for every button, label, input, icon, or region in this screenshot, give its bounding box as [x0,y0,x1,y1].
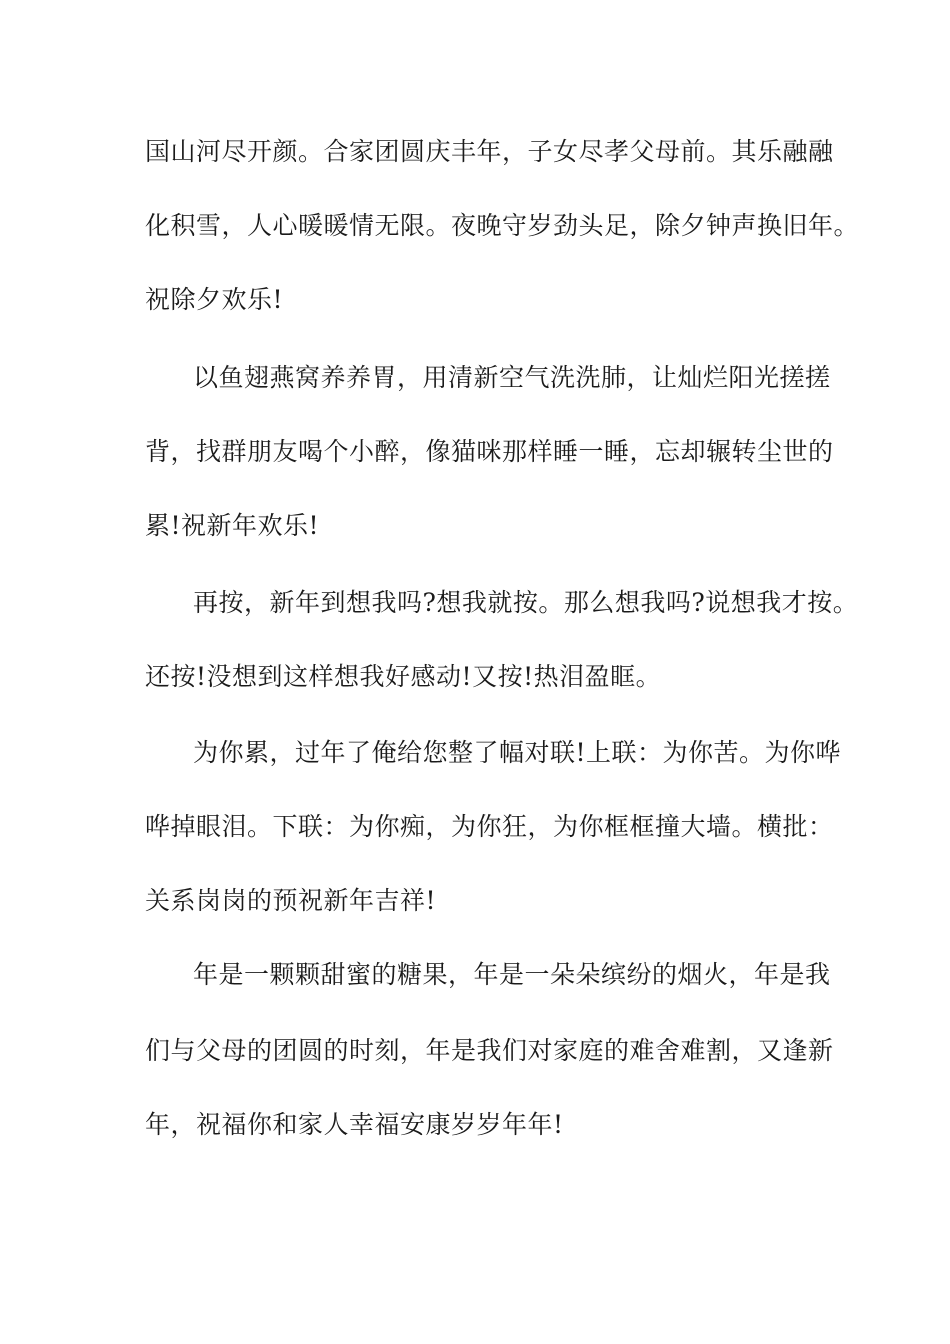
text-line: 关系岗岗的预祝新年吉祥! [145,886,437,915]
text-line: 国山河尽开颜。合家团圆庆丰年，子女尽孝父母前。其乐融融 [145,137,834,166]
text-line: 还按!没想到这样想我好感动!又按!热泪盈眶。 [145,662,662,691]
text-line: 年，祝福你和家人幸福安康岁岁年年! [145,1110,564,1139]
paragraph-first-line: 再按，新年到想我吗?想我就按。那么想我吗?说想我才按。 [193,588,859,617]
paragraph-first-line: 以鱼翅燕窝养养胃，用清新空气洗洗肺，让灿烂阳光搓搓 [193,363,831,392]
text-line: 累!祝新年欢乐! [145,511,320,540]
text-line: 哗掉眼泪。下联：为你痴，为你狂，为你框框撞大墙。横批： [145,812,834,841]
text-line: 化积雪，人心暖暖情无限。夜晚守岁劲头足，除夕钟声换旧年。 [145,211,860,240]
text-line: 祝除夕欢乐! [145,285,284,314]
paragraph-first-line: 年是一颗颗甜蜜的糖果，年是一朵朵缤纷的烟火，年是我 [193,960,831,989]
paragraph-first-line: 为你累，过年了俺给您整了幅对联!上联：为你苦。为你哗 [193,738,842,767]
text-line: 们与父母的团圆的时刻，年是我们对家庭的难舍难割，又逢新 [145,1036,834,1065]
text-line: 背，找群朋友喝个小醉，像猫咪那样睡一睡，忘却辗转尘世的 [145,437,834,466]
